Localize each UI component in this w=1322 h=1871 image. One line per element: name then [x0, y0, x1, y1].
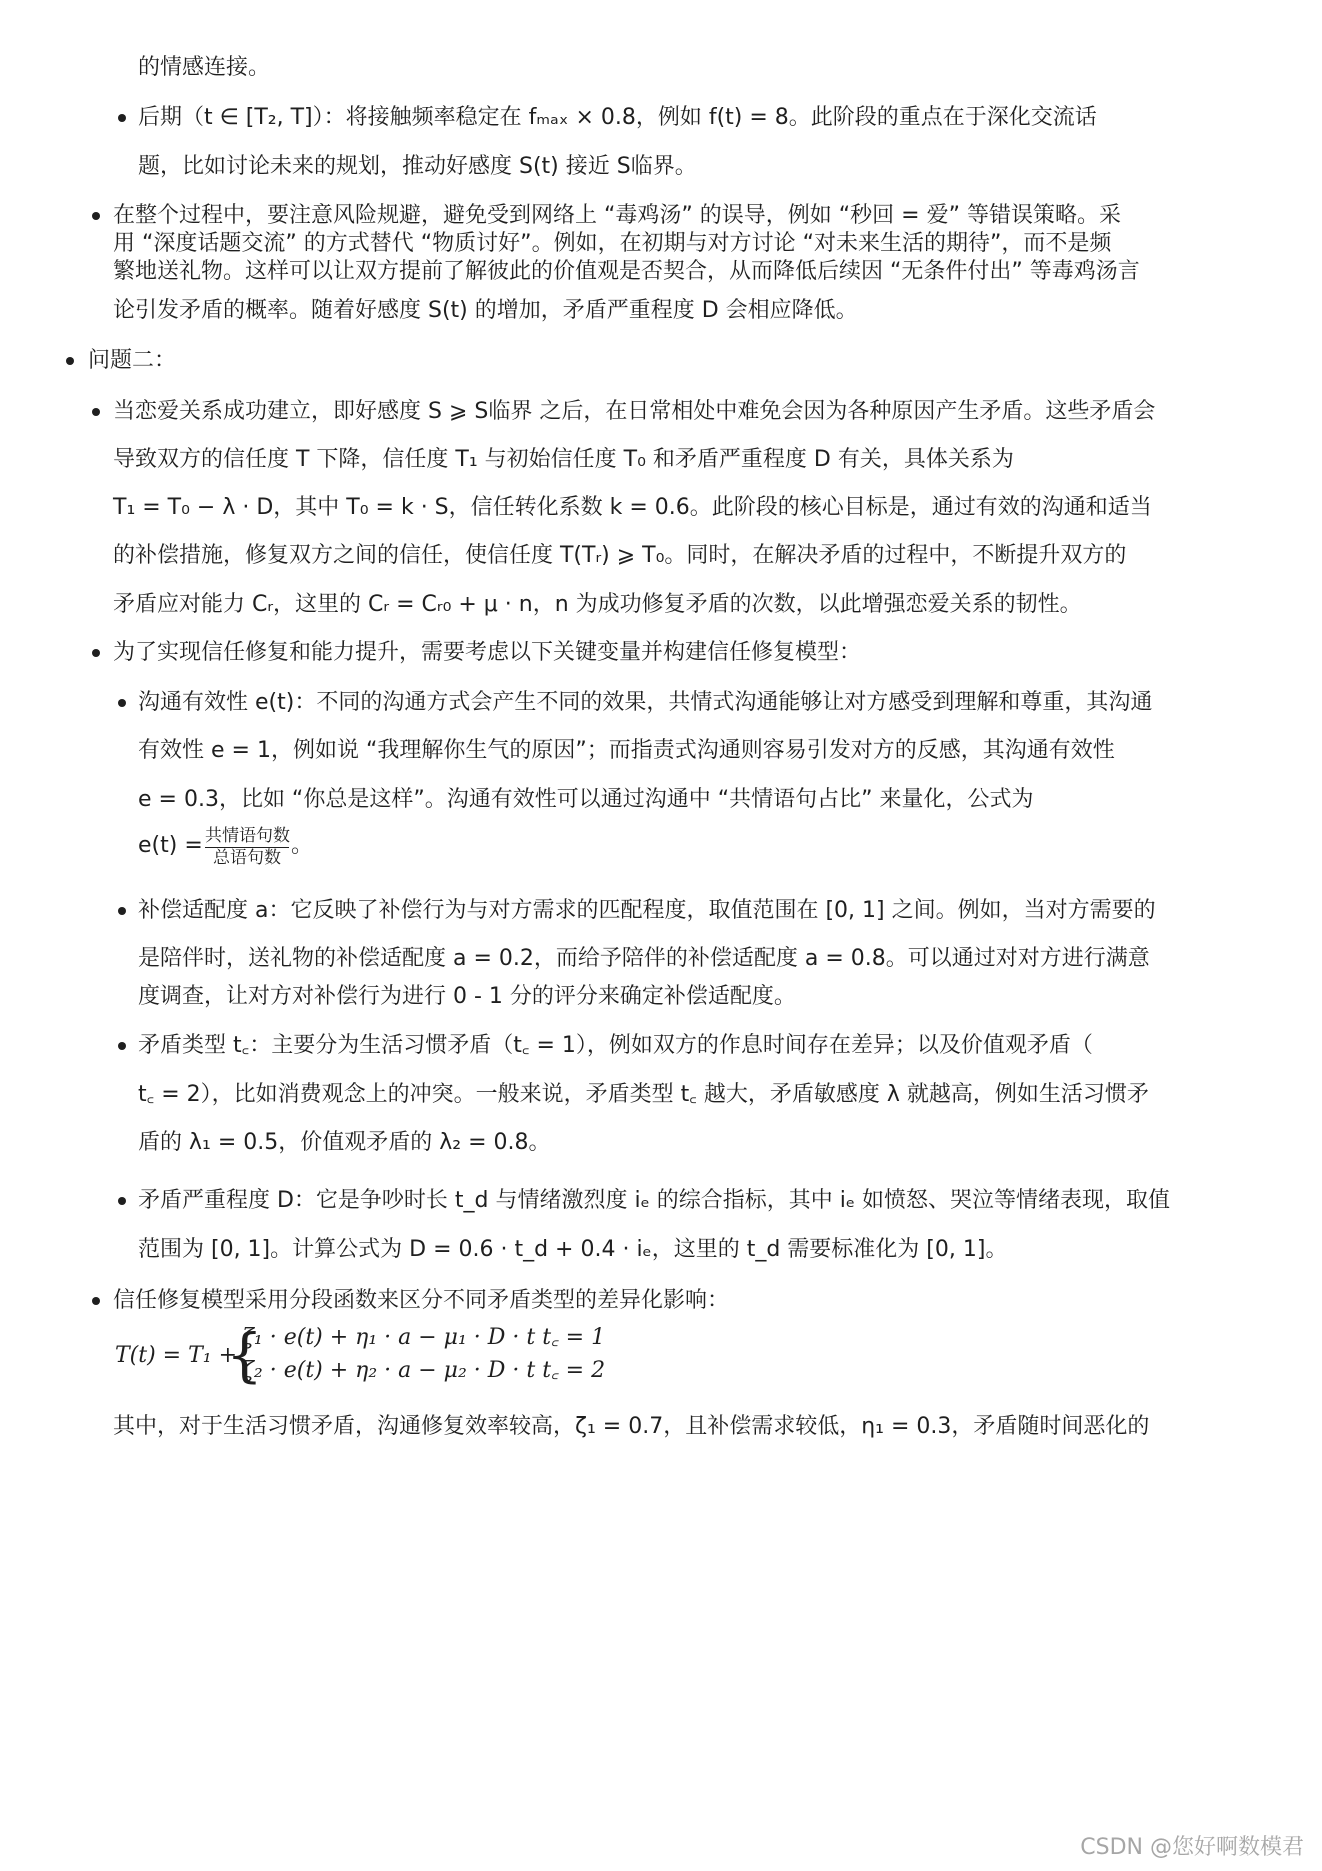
- text-line: 盾的 λ₁ = 0.5，价值观矛盾的 λ₂ = 0.8。: [138, 1130, 551, 1155]
- bullet-icon: [92, 649, 100, 657]
- text-line: 的情感连接。: [138, 55, 271, 80]
- text-line: 度调查，让对方对补偿行为进行 0 - 1 分的评分来确定补偿适配度。: [138, 984, 796, 1009]
- bullet-icon: [118, 699, 126, 707]
- text-line: 导致双方的信任度 T 下降，信任度 T₁ 与初始信任度 T₀ 和矛盾严重程度 D 有关，具体关系为: [113, 447, 1014, 472]
- text-line: 。: [291, 833, 314, 858]
- text-line: 信任修复模型采用分段函数来区分不同矛盾类型的差异化影响：: [113, 1288, 730, 1313]
- text-line: 当恋爱关系成功建立，即好感度 S ⩾ S临界 之后，在日常相处中难免会因为各种原因产生矛盾。这些矛盾会: [113, 399, 1156, 424]
- formula-case-2: ζ₂ · e(t) + η₂ · a − μ₂ · D · t t꜀ = 2: [242, 1358, 606, 1383]
- text-line: 题，比如讨论未来的规划，推动好感度 S(t) 接近 S临界。: [138, 154, 697, 179]
- text-line: 其中，对于生活习惯矛盾，沟通修复效率较高，ζ₁ = 0.7，且补偿需求较低，η₁ = 0.3，矛盾随时间恶化的: [113, 1414, 1150, 1439]
- formula-lhs: e(t) =: [138, 833, 203, 858]
- fraction-numerator: 共情语句数: [205, 826, 290, 846]
- bullet-icon: [118, 114, 126, 122]
- bullet-icon: [118, 1042, 126, 1050]
- formula-case-1: ζ₁ · e(t) + η₁ · a − μ₁ · D · t t꜀ = 1: [242, 1325, 606, 1350]
- bullet-icon: [66, 357, 74, 365]
- formula-lhs: T(t) = T₁ +: [115, 1343, 238, 1368]
- bullet-icon: [92, 1297, 100, 1305]
- text-line: 繁地送礼物。这样可以让双方提前了解彼此的价值观是否契合，从而降低后续因 “无条件付出” 等毒鸡汤言: [113, 259, 1140, 284]
- bullet-icon: [92, 212, 100, 220]
- text-line: 沟通有效性 e(t)：不同的沟通方式会产生不同的效果，共情式沟通能够让对方感受到理解和尊重，其沟通: [138, 690, 1153, 715]
- section-heading: 问题二：: [88, 348, 177, 373]
- text-line: 是陪伴时，送礼物的补偿适配度 a = 0.2，而给予陪伴的补偿适配度 a = 0.8。可以通过对对方进行满意: [138, 946, 1150, 971]
- bullet-icon: [118, 1197, 126, 1205]
- bullet-icon: [118, 907, 126, 915]
- text-line: 用 “深度话题交流” 的方式替代 “物质讨好”。例如，在初期与对方讨论 “对未来生活的期待”，而不是频: [113, 231, 1112, 256]
- text-line: e = 0.3，比如 “你总是这样”。沟通有效性可以通过沟通中 “共情语句占比” 来量化，公式为: [138, 787, 1034, 812]
- watermark-text: CSDN @您好啊数模君: [1080, 1835, 1304, 1860]
- brace-symbol: {: [226, 1321, 263, 1389]
- text-line: 在整个过程中，要注意风险规避，避免受到网络上 “毒鸡汤” 的误导，例如 “秒回 = 爱” 等错误策略。采: [113, 203, 1121, 228]
- text-line: t꜀ = 2），比如消费观念上的冲突。一般来说，矛盾类型 t꜀ 越大，矛盾敏感度 λ 就越高，例如生活习惯矛: [138, 1082, 1149, 1107]
- text-line: 矛盾严重程度 D：它是争吵时长 t_d 与情绪激烈度 iₑ 的综合指标，其中 iₑ 如愤怒、哭泣等情绪表现，取值: [138, 1188, 1171, 1213]
- fraction-denominator: 总语句数: [213, 848, 281, 868]
- text-line: 矛盾类型 t꜀：主要分为生活习惯矛盾（t꜀ = 1），例如双方的作息时间存在差异；以及价值观矛盾（: [138, 1033, 1093, 1058]
- text-line: 范围为 [0, 1]。计算公式为 D = 0.6 · t_d + 0.4 · iₑ，这里的 t_d 需要标准化为 [0, 1]。: [138, 1237, 1008, 1262]
- text-line: 矛盾应对能力 Cᵣ，这里的 Cᵣ = Cᵣ₀ + μ · n，n 为成功修复矛盾的次数，以此增强恋爱关系的韧性。: [113, 592, 1082, 617]
- text-line: 论引发矛盾的概率。随着好感度 S(t) 的增加，矛盾严重程度 D 会相应降低。: [113, 298, 858, 323]
- text-line: 有效性 e = 1，例如说 “我理解你生气的原因”；而指责式沟通则容易引发对方的反感，其沟通有效性: [138, 738, 1115, 763]
- text-line: 补偿适配度 a：它反映了补偿行为与对方需求的匹配程度，取值范围在 [0, 1] 之间。例如，当对方需要的: [138, 898, 1156, 923]
- text-line: T₁ = T₀ − λ · D，其中 T₀ = k · S，信任转化系数 k = 0.6。此阶段的核心目标是，通过有效的沟通和适当: [113, 495, 1152, 520]
- text-line: 后期（t ∈ [T₂, T]）：将接触频率稳定在 fₘₐₓ × 0.8，例如 f(t) = 8。此阶段的重点在于深化交流话: [138, 105, 1097, 130]
- bullet-icon: [92, 408, 100, 416]
- text-line: 的补偿措施，修复双方之间的信任，使信任度 T(Tᵣ) ⩾ T₀。同时，在解决矛盾的过程中，不断提升双方的: [113, 543, 1127, 568]
- text-line: 为了实现信任修复和能力提升，需要考虑以下关键变量并构建信任修复模型：: [113, 640, 862, 665]
